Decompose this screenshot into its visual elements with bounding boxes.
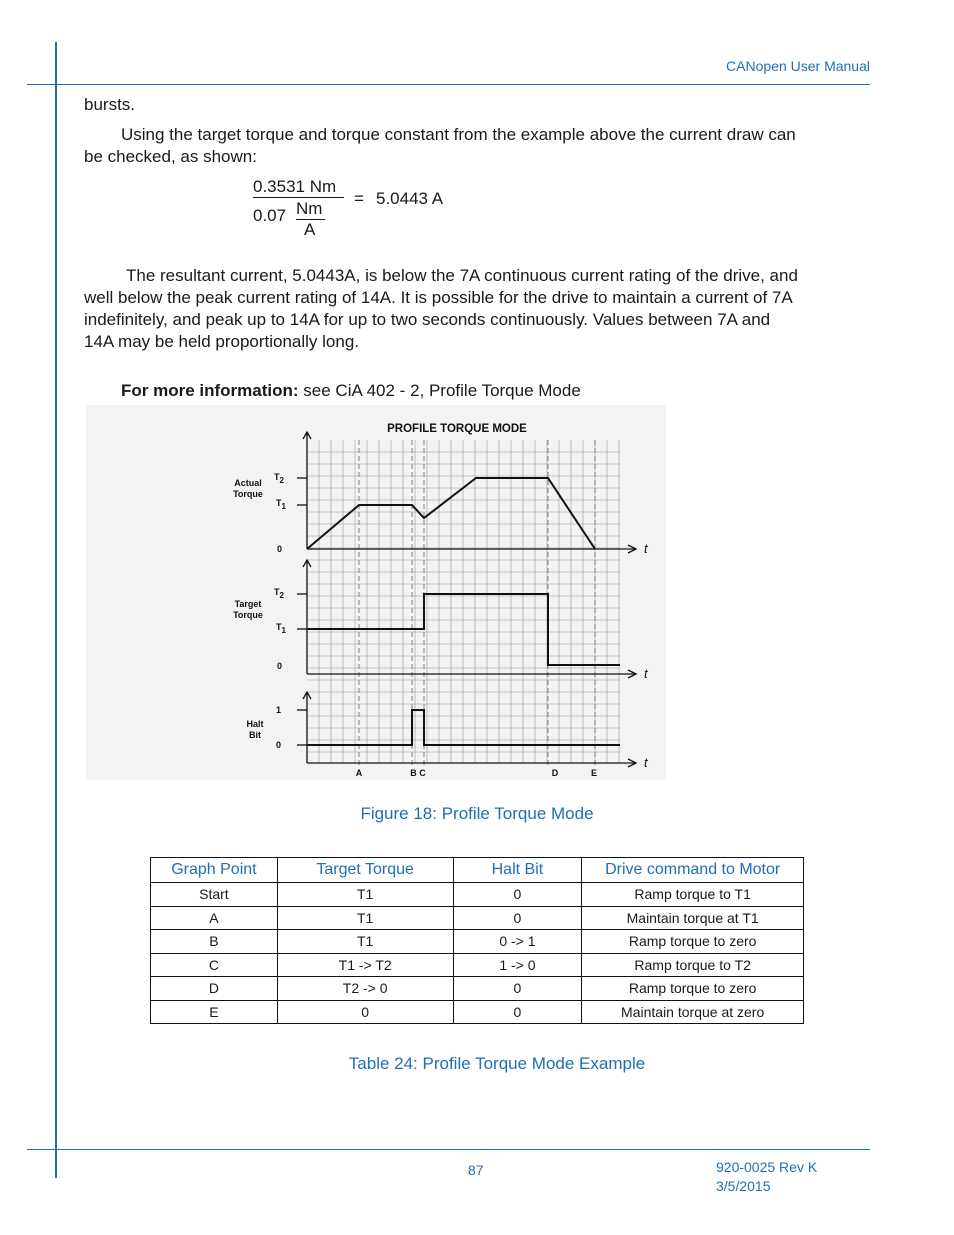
table-cell: E: [151, 1000, 278, 1024]
figure-caption: Figure 18: Profile Torque Mode: [360, 804, 594, 823]
table-cell: A: [151, 906, 278, 930]
table-cell: T1: [277, 883, 453, 907]
document-date: 3/5/2015: [716, 1178, 771, 1194]
paragraph-fragment: bursts.: [84, 95, 136, 114]
table-cell: T1: [277, 906, 453, 930]
table-cell: Ramp torque to zero: [582, 977, 804, 1001]
page-number: 87: [468, 1162, 484, 1178]
table-row: [151, 883, 804, 907]
table-row: [151, 930, 804, 954]
table-cell: 0: [277, 1000, 453, 1024]
actual-torque-label-2: Torque: [233, 489, 263, 499]
header-rule: [27, 84, 870, 85]
formula-numerator: [253, 176, 336, 198]
table-caption: Table 24: Profile Torque Mode Example: [348, 1054, 646, 1073]
paragraph-line: The resultant current, 5.0443A, is below the 7A continuous current rating of the drive, and: [126, 266, 798, 285]
t-subscript: 2: [279, 591, 284, 600]
footer-rule: [27, 1149, 870, 1150]
header-title: CANopen User Manual: [726, 58, 870, 74]
table-cell: Start: [151, 883, 278, 907]
more-info-line: [121, 380, 581, 402]
paragraph-line: Using the target torque and torque constant from the example above the current draw can: [121, 125, 796, 144]
t-letter: T: [276, 498, 282, 508]
table-cell: 1 -> 0: [453, 953, 582, 977]
actual-zero-label: 0: [277, 544, 283, 554]
table-cell: T1: [277, 930, 453, 954]
table-cell: D: [151, 977, 278, 1001]
table-cell: 0: [453, 977, 582, 1001]
formula-result: 5.0443 A: [376, 189, 444, 208]
left-margin-rule: [55, 42, 57, 1178]
formula-unit-top: Nm: [296, 199, 323, 218]
halt-time-label: t: [644, 755, 648, 770]
target-torque-label-1: Target: [234, 599, 262, 609]
table-cell: Ramp torque to T2: [582, 953, 804, 977]
t-letter: T: [274, 587, 280, 597]
t-letter: T: [276, 622, 282, 632]
table-cell: C: [151, 953, 278, 977]
t-letter: T: [274, 472, 280, 482]
point-a-label: A: [355, 768, 363, 778]
table-row: [151, 977, 804, 1001]
actual-time-label: t: [644, 541, 648, 556]
diagram-background: [86, 405, 666, 780]
point-e-label: E: [590, 768, 598, 778]
point-bc-label: B C: [410, 768, 426, 778]
document-id: 920-0025 Rev K: [716, 1159, 818, 1175]
paragraph-line: well below the peak current rating of 14A. It is possible for the drive to maintain a current of 7A: [84, 288, 793, 307]
formula-numerator-text: 0.3531 Nm: [253, 177, 337, 196]
table-cell: Maintain torque at zero: [582, 1000, 804, 1024]
actual-torque-label-1: Actual: [234, 478, 262, 488]
diagram-title: PROFILE TORQUE MODE: [387, 423, 527, 435]
more-info-label: For more information:: [121, 381, 299, 400]
table-cell: B: [151, 930, 278, 954]
table-cell: T1 -> T2: [277, 953, 453, 977]
formula-denominator-value: 0.07: [253, 206, 287, 225]
table-cell: 0: [453, 1000, 582, 1024]
halt-bit-label-2: Bit: [249, 730, 261, 740]
table-row: [151, 1000, 804, 1024]
paragraph-line: be checked, as shown:: [84, 147, 257, 166]
col-header-target-torque: Target Torque: [277, 858, 453, 883]
target-torque-label-2: Torque: [233, 610, 263, 620]
table-cell: 0: [453, 883, 582, 907]
table-cell: 0: [453, 906, 582, 930]
table-cell: 0 -> 1: [453, 930, 582, 954]
table-row: [151, 906, 804, 930]
profile-torque-table: [150, 857, 804, 1024]
halt-one-label: 1: [276, 705, 282, 715]
table-row: [151, 953, 804, 977]
table-cell: T2 -> 0: [277, 977, 453, 1001]
col-header-drive-command: Drive command to Motor: [582, 858, 804, 883]
paragraph-line: indefinitely, and peak up to 14A for up to two seconds continuously. Values between 7A and: [84, 310, 771, 329]
target-time-label: t: [644, 666, 648, 681]
halt-bit-label-1: Halt: [246, 719, 264, 729]
col-header-halt-bit: Halt Bit: [453, 858, 582, 883]
halt-zero-label: 0: [276, 740, 282, 750]
profile-torque-diagram: [86, 405, 666, 780]
formula-equals: =: [354, 189, 364, 208]
t-subscript: 1: [281, 626, 286, 635]
t-subscript: 2: [279, 476, 284, 485]
table-cell: Maintain torque at T1: [582, 906, 804, 930]
table-header-row: [151, 858, 804, 883]
paragraph-line: 14A may be held proportionally long.: [84, 332, 360, 351]
col-header-graph-point: Graph Point: [151, 858, 278, 883]
table-cell: Ramp torque to zero: [582, 930, 804, 954]
formula-unit-bottom: A: [304, 220, 316, 239]
point-d-label: D: [551, 768, 559, 778]
more-info-text: see CiA 402 - 2, Profile Torque Mode: [298, 381, 581, 400]
target-zero-label: 0: [277, 661, 283, 671]
t-subscript: 1: [281, 502, 286, 511]
table-cell: Ramp torque to T1: [582, 883, 804, 907]
